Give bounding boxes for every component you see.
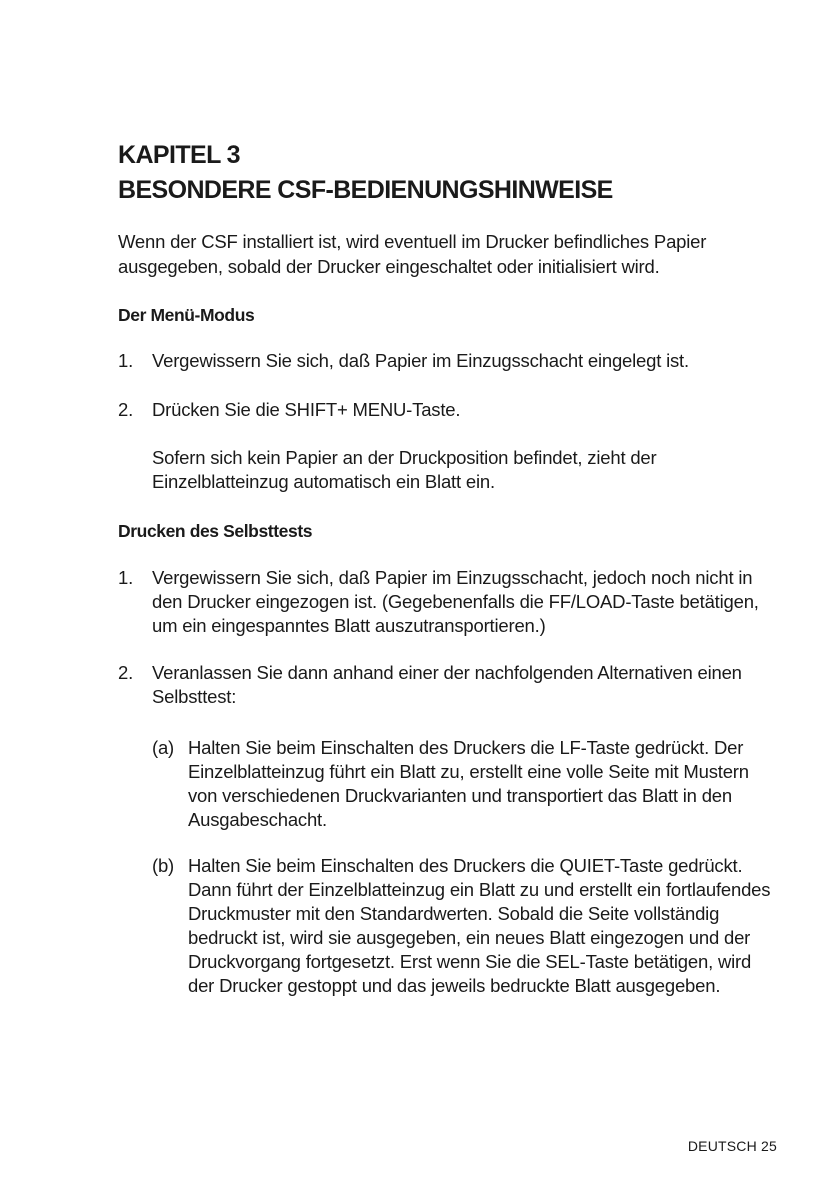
list-item-number: 1. <box>118 567 134 588</box>
list-item-number: 2. <box>118 399 134 420</box>
list-item-number: 1. <box>118 350 134 371</box>
page-number: 25 <box>761 1138 777 1154</box>
list-item-text: Drücken Sie die SHIFT+ MENU-Taste. <box>152 399 461 420</box>
list-item-text: Vergewissern Sie sich, daß Papier im Einzugsschacht eingelegt ist. <box>152 350 689 371</box>
list-item-text: Vergewissern Sie sich, daß Papier im Einzugsschacht, jedoch noch nicht in den Drucker eingezogen ist. (Gegebenenfalls die FF/LOAD-Taste betätigen, um ein eingespanntes Blatt auszutransportieren.) <box>152 567 759 636</box>
sub-list-letter: (b) <box>152 855 175 876</box>
list-item <box>118 661 778 709</box>
chapter-number: KAPITEL 3 <box>118 141 240 169</box>
sub-list-text: Halten Sie beim Einschalten des Druckers die LF-Taste gedrückt. Der Einzelblatteinzug führt ein Blatt zu, erstellt eine volle Seite mit Mustern von verschiedenen Druckvarianten und transportiert das Blatt in den Ausgabeschacht. <box>188 737 749 830</box>
section-heading-self-test: Drucken des Selbsttests <box>118 521 313 541</box>
footer-language: DEUTSCH <box>687 1138 757 1154</box>
list-item <box>118 398 778 422</box>
chapter-title <box>118 138 778 208</box>
sub-list-letter: (a) <box>152 737 175 758</box>
intro-paragraph: Wenn der CSF installiert ist, wird eventuell im Drucker befindliches Papier ausgegeben, sobald der Drucker eingeschaltet oder initialisiert wird. <box>118 231 707 277</box>
page-footer <box>688 1137 777 1155</box>
list-item-note: Sofern sich kein Papier an der Druckposition befindet, zieht der Einzelblatteinzug automatisch ein Blatt ein. <box>152 447 657 492</box>
list-item-number: 2. <box>118 662 134 683</box>
sub-list-item <box>152 854 778 1022</box>
sub-list-text: Halten Sie beim Einschalten des Druckers die QUIET-Taste gedrückt. Dann führt der Einzelblatteinzug ein Blatt zu und erstellt ein fortlaufendes Druckmuster mit den Standardwerten. Sobald die Seite vollständig bedruckt ist, wird sie ausgegeben, ein neues Blatt eingezogen und der Druckvorgang fortgesetzt. Erst wenn Sie die SEL-Taste betätigen, wird der Drucker gestoppt und das jeweils bedruckte Blatt ausgegeben. <box>188 855 771 996</box>
list-item <box>118 566 778 638</box>
sub-list-item <box>152 736 778 832</box>
chapter-heading: BESONDERE CSF-BEDIENUNGSHINWEISE <box>118 176 613 204</box>
list-item <box>118 349 778 373</box>
list-item-text: Veranlassen Sie dann anhand einer der nachfolgenden Alternativen einen Selbsttest: <box>152 662 742 707</box>
section-heading-menu-mode: Der Menü-Modus <box>118 305 255 325</box>
